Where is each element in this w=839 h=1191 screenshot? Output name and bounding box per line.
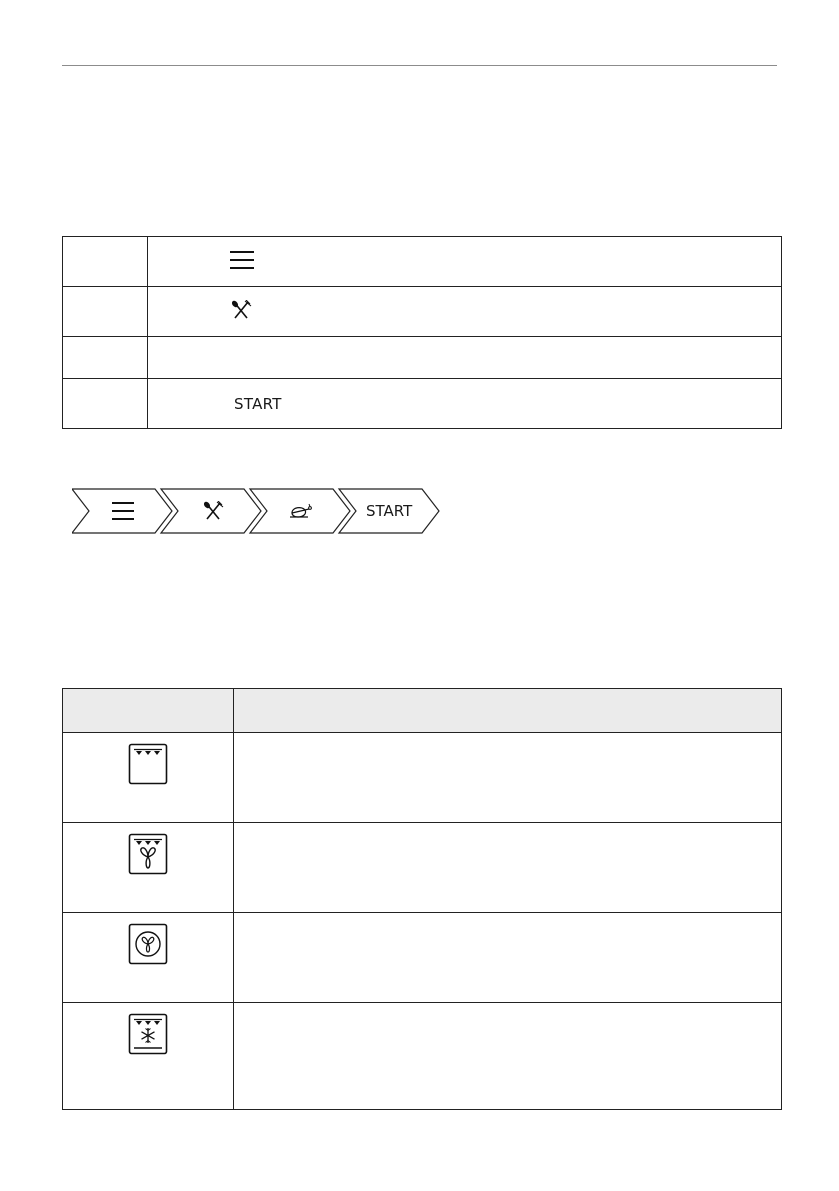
steps-row — [63, 379, 782, 429]
oven-functions-table — [62, 688, 782, 1110]
column-header-description — [234, 689, 782, 733]
function-row — [63, 823, 782, 913]
top-heat-icon — [128, 743, 168, 785]
fan-with-top-heat-icon — [128, 833, 168, 875]
table-header-row — [63, 689, 782, 733]
step-number-cell — [63, 237, 148, 287]
function-symbol-cell — [63, 1003, 234, 1110]
function-symbol-cell — [63, 823, 234, 913]
steps-row — [63, 237, 782, 287]
steps-table — [62, 236, 782, 429]
step-instruction-cell — [148, 379, 782, 429]
function-description-cell — [234, 733, 782, 823]
function-symbol-cell — [63, 913, 234, 1003]
function-description-cell — [234, 913, 782, 1003]
step-instruction-cell — [148, 287, 782, 337]
step-instruction-cell — [148, 237, 782, 287]
function-description-cell — [234, 1003, 782, 1110]
function-symbol-cell — [63, 733, 234, 823]
step-number-cell — [63, 379, 148, 429]
menu-icon — [230, 250, 254, 274]
steps-row — [63, 287, 782, 337]
step-instruction-cell — [148, 337, 782, 379]
menu-icon — [112, 501, 134, 525]
column-header-symbol — [63, 689, 234, 733]
function-row — [63, 733, 782, 823]
cutlery-icon — [202, 501, 224, 525]
start-label: START — [366, 502, 413, 520]
steps-row — [63, 337, 782, 379]
start-label: START — [234, 395, 282, 413]
dish-icon — [289, 502, 313, 524]
cutlery-icon — [230, 300, 252, 324]
header-rule — [62, 65, 777, 66]
function-row — [63, 913, 782, 1003]
function-description-cell — [234, 823, 782, 913]
fan-ring-icon — [128, 923, 168, 965]
step-number-cell — [63, 337, 148, 379]
function-row — [63, 1003, 782, 1110]
defrost-icon — [128, 1013, 168, 1055]
step-number-cell — [63, 287, 148, 337]
